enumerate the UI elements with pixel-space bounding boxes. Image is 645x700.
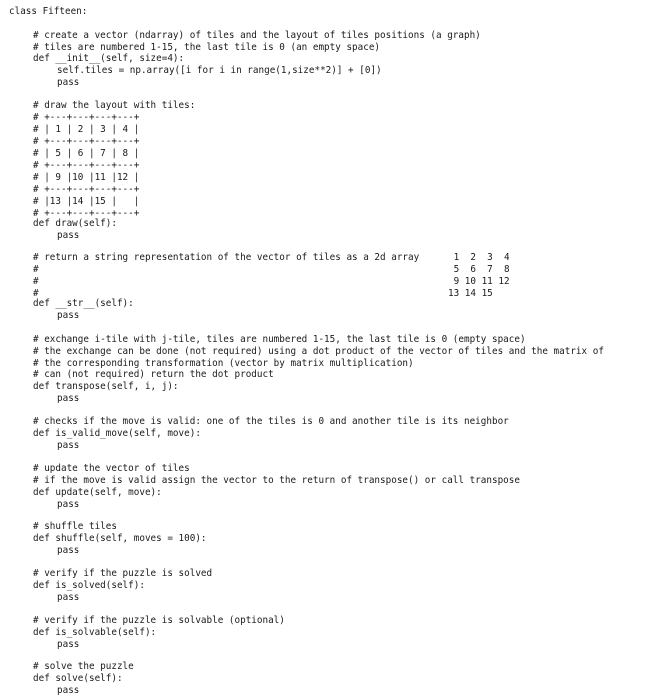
code-line: # |13 |14 |15 | | [33, 196, 140, 207]
code-line: def __str__(self): [33, 298, 134, 309]
code-line: pass [57, 545, 80, 556]
code-line: def solve(self): [33, 673, 123, 684]
code-line: # the corresponding transformation (vector by matrix multiplication) [33, 358, 414, 369]
code-line: # verify if the puzzle is solvable (optional) [33, 615, 285, 626]
code-line: pass [57, 685, 80, 696]
code-line: # +---+---+---+---+ [33, 160, 140, 171]
code-line: self.tiles = np.array([i for i in range(1,size**2)] + [0]) [57, 65, 382, 76]
code-line: # exchange i-tile with j-tile, tiles are numbered 1-15, the last tile is 0 (empty space) [33, 334, 526, 345]
code-line: # solve the puzzle [33, 661, 134, 672]
code-line: def is_valid_move(self, move): [33, 428, 201, 439]
code-line: def is_solvable(self): [33, 627, 157, 638]
code-line: # checks if the move is valid: one of the tiles is 0 and another tile is its neighbor [33, 416, 509, 427]
code-line: pass [57, 393, 80, 404]
code-line: # draw the layout with tiles: [33, 100, 196, 111]
str-output-line: 13 14 15 [448, 288, 493, 299]
code-line: def shuffle(self, moves = 100): [33, 533, 207, 544]
code-line: def draw(self): [33, 218, 117, 229]
code-line: # +---+---+---+---+ [33, 136, 140, 147]
code-line: # can (not required) return the dot product [33, 369, 274, 380]
str-output-line: 1 2 3 4 [448, 252, 510, 263]
code-line: # tiles are numbered 1-15, the last tile is 0 (an empty space) [33, 42, 381, 53]
code-line: def update(self, move): [33, 487, 162, 498]
code-line: def transpose(self, i, j): [33, 381, 179, 392]
code-line: pass [57, 310, 80, 321]
code-line: pass [57, 639, 80, 650]
str-output-line: 9 10 11 12 [448, 276, 510, 287]
code-line: pass [57, 230, 80, 241]
code-line: # the exchange can be done (not required) using a dot product of the vector of tiles and the matrix of [33, 346, 604, 357]
code-line: def __init__(self, size=4): [33, 53, 185, 64]
code-line: class Fifteen: [9, 6, 88, 17]
code-line: def is_solved(self): [33, 580, 145, 591]
code-line: # shuffle tiles [33, 521, 117, 532]
code-line: # [33, 276, 39, 287]
code-line: # [33, 264, 39, 275]
code-line: # create a vector (ndarray) of tiles and the layout of tiles positions (a graph) [33, 30, 481, 41]
code-line: pass [57, 592, 80, 603]
code-line: # verify if the puzzle is solved [33, 568, 213, 579]
code-line: # +---+---+---+---+ [33, 208, 140, 219]
code-line: pass [57, 77, 80, 88]
code-line: # +---+---+---+---+ [33, 184, 140, 195]
code-line: # | 9 |10 |11 |12 | [33, 172, 140, 183]
code-line: pass [57, 440, 80, 451]
code-line: # if the move is valid assign the vector to the return of transpose() or call transpose [33, 475, 520, 486]
code-line: # update the vector of tiles [33, 463, 190, 474]
code-line: # return a string representation of the vector of tiles as a 2d array [33, 252, 420, 263]
code-line: # +---+---+---+---+ [33, 112, 140, 123]
str-output-line: 5 6 7 8 [448, 264, 510, 275]
code-line: # [33, 288, 39, 299]
code-line: # | 5 | 6 | 7 | 8 | [33, 148, 140, 159]
code-line: # | 1 | 2 | 3 | 4 | [33, 124, 140, 135]
code-line: pass [57, 499, 80, 510]
